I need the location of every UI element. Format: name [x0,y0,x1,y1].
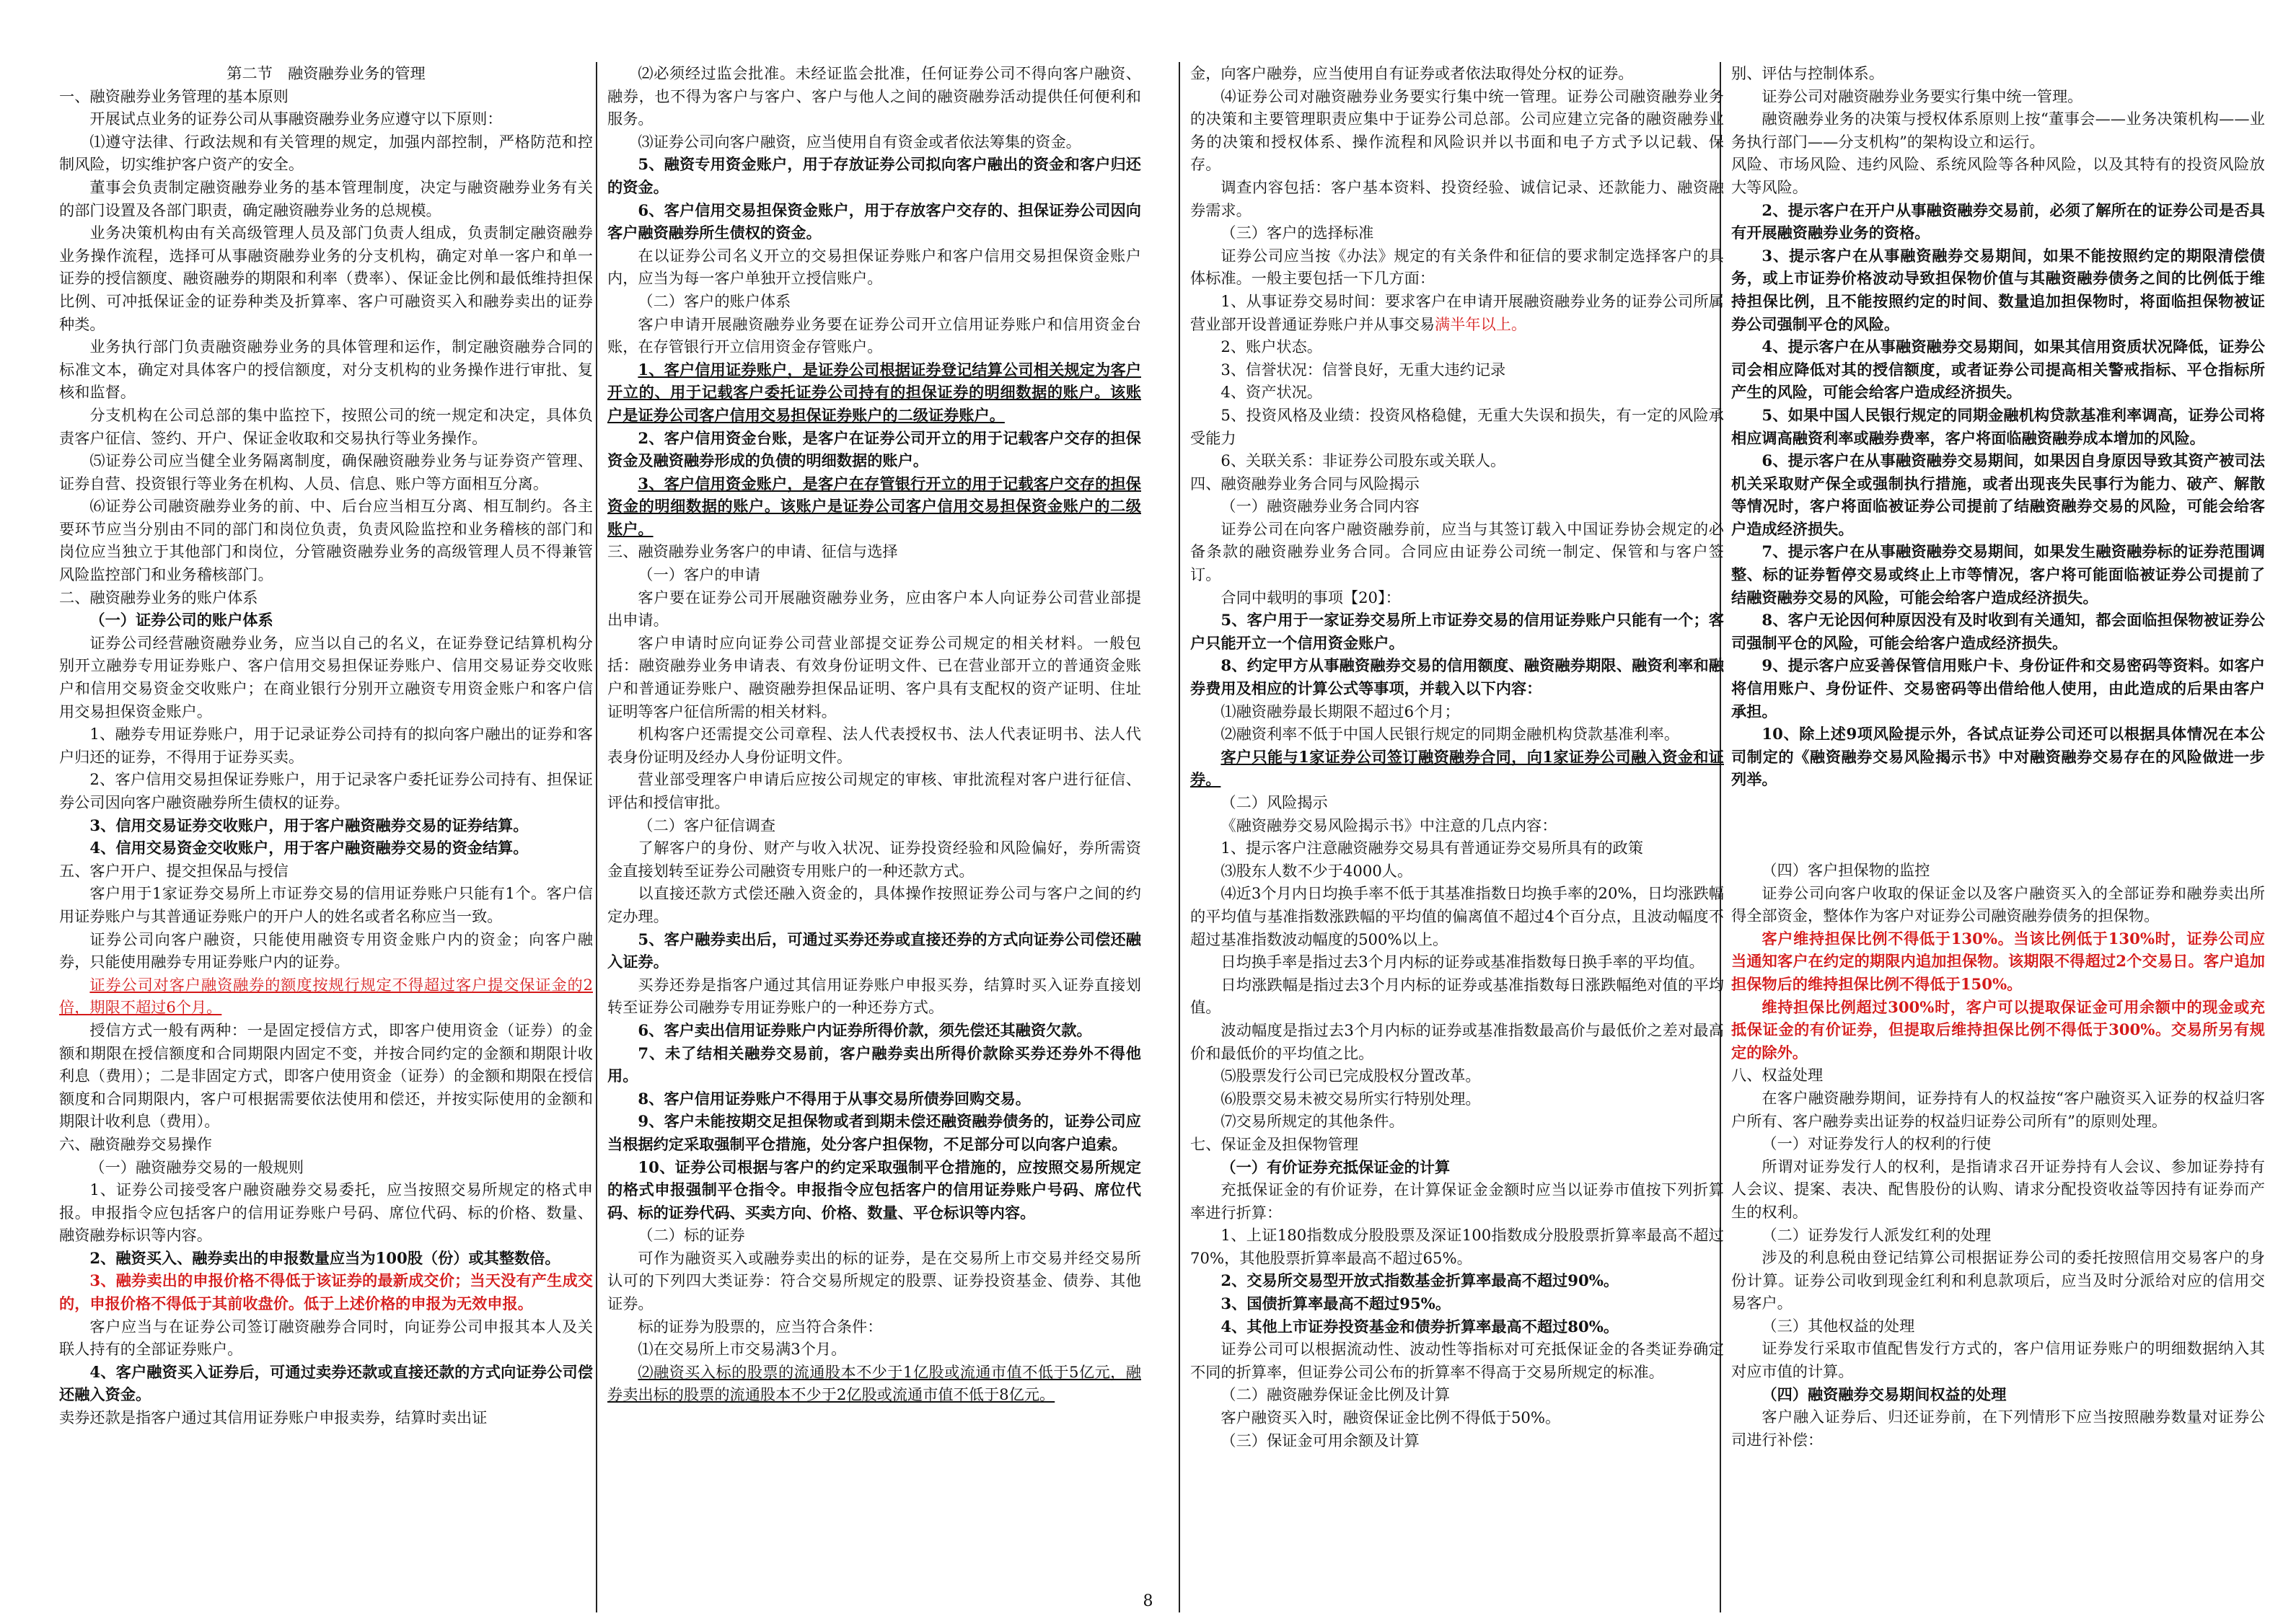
paragraph: （三）保证金可用余额及计算 [1220,1431,1420,1449]
paragraph: 10、除上述9项风险提示外，各试点证券公司还可以根据具体情况在本公司制定的《融资融券交易风险揭示书》中对融资融券交易存在的风险做进一步列举。 [1731,725,2265,789]
paragraph: 客户融入证券后、归还证券前，在下列情形下应当按照融券数量对证券公司进行补偿： [1731,1408,2265,1449]
paragraph: ⑵必须经过监会批准。未经证监会批准，任何证券公司不得向客户融资、融券，也不得为客户与客户、客户与他人之间的融资融券活动提供任何便利和服务。 [607,64,1141,128]
text-column-4 [1731,62,2265,1451]
paragraph: 10、证券公司根据与客户的约定采取强制平仓措施的，应按照交易所规定的格式申报强制平仓指令。申报指令应包括客户的信用证券账户号码、席位代码、标的证券代码、买卖方向、价格、数量、平仓标识等内容。 [607,1157,1141,1222]
paragraph: 3、信誉状况：信誉良好，无重大违约记录 [1220,360,1506,379]
paragraph: ⑶股东人数不少于4000人。 [1220,861,1413,880]
paragraph: 2、交易所交易型开放式指数基金折算率最高不超过90%。 [1220,1271,1619,1290]
paragraph [1731,791,2265,859]
paragraph: 2、客户信用资金台账，是客户在证券公司开立的用于记载客户交存的担保资金及融资融券形成的负债的明细数据的账户。 [607,428,1141,470]
paragraph: 客户维持担保比例不得低于130%。当该比例低于130%时，证券公司应当通知客户在约定的期限内追加担保物。该期限不得超过2个交易日。客户追加担保物后的维持担保比例不得低于150%。 [1731,929,2265,993]
paragraph: 涉及的利息税由登记结算公司根据证券公司的委托按照信用交易客户的身份计算。证券公司收到现金红利和利息款项后，应当及时分派给对应的信用交易客户。 [1731,1248,2265,1312]
paragraph: ⑴遵守法律、行政法规和有关管理的规定，加强内部控制，严格防范和控制风险，切实维护客户资产的安全。 [59,132,593,174]
paragraph: （一）证券公司的账户体系 [89,611,273,630]
paragraph: 3、客户信用资金账户，是客户在存管银行开立的用于记载客户交存的担保资金的明细数据的账户。该账户是证券公司客户信用交易担保资金账户的二级账户。 [607,474,1141,538]
paragraph: 6、客户卖出信用证券账户内证券所得价款，须先偿还其融资欠款。 [638,1020,1092,1039]
paragraph: 四、融资融券业务合同与风险揭示 [1190,474,1420,493]
paragraph: ⑵融资买入标的股票的流通股本不少于1亿股或流通市值不低于5亿元，融券卖出标的股票的流通股本不少于2亿股或流通市值不低于8亿元。 [607,1362,1141,1404]
paragraph: 1、证券公司接受客户融资融券交易委托，应当按照交易所规定的格式申报。申报指令应包括客户的信用证券账户号码、席位代码、标的价格、数量、融资融券标识等内容。 [59,1181,593,1245]
paragraph: 风险、市场风险、违约风险、系统风险等各种风险，以及其特有的投资风险放大等风险。 [1731,155,2265,196]
paragraph: 业务决策机构由有关高级管理人员及部门负责人组成，负责制定融资融券业务操作流程，选择可从事融资融券业务的分支机构，确定对单一客户和单一证券的授信额度、融资融券的期限和利率（费率）、保证金比例和最低维持担保比例、可冲抵保证金的证券种类及折算率、客户可融资买入和融券卖出的证券种类。 [59,224,593,333]
paragraph: 机构客户还需提交公司章程、法人代表授权书、法人代表证明书、法人代表身份证明及经办人身份证明文件。 [607,725,1141,766]
paragraph: （二）风险揭示 [1220,793,1328,811]
paragraph: 可作为融资买入或融券卖出的标的证券，是在交易所上市交易并经交易所认可的下列四大类证券：符合交易所规定的股票、证券投资基金、债券、其他证券。 [607,1248,1141,1313]
paragraph: 客户融资买入时，融资保证金比例不得低于50%。 [1220,1408,1561,1427]
paragraph: （一）对证券发行人的权利的行使 [1761,1134,1992,1153]
paragraph: 金，向客户融券，应当使用自有证券或者依法取得处分权的证券。 [1190,64,1634,82]
paragraph: （三）其他权益的处理 [1761,1316,1915,1335]
paragraph: ⑵融资利率不低于中国人民银行规定的同期金融机构贷款基准利率。 [1220,725,1680,743]
paragraph: 3、信用交易证券交收账户，用于客户融资融券交易的证券结算。 [89,816,529,834]
paragraph: 六、融资融券交易操作 [59,1134,212,1153]
paragraph: 4、提示客户在从事融资融券交易期间，如果其信用资质状况降低，证券公司会相应降低对其的授信额度，或者证券公司提高相关警戒指标、平仓指标所产生的风险，可能会给客户造成经济损失。 [1731,337,2265,402]
paragraph: 三、融资融券业务客户的申请、征信与选择 [607,542,898,561]
paragraph: 客户申请开展融资融券业务要在证券公司开立信用证券账户和信用资金台账，在存管银行开立信用资金存管账户。 [607,314,1141,356]
paragraph: 以直接还款方式偿还融入资金的，具体操作按照证券公司与客户之间的约定办理。 [607,884,1141,925]
paragraph: 5、投资风格及业绩：投资风格稳健，无重大失误和损失，有一定的风险承受能力 [1190,405,1724,447]
paragraph: 买券还券是指客户通过其信用证券账户申报买券，结算时买入证券直接划转至证券公司融券专用证券账户的一种还券方式。 [607,975,1141,1017]
paragraph: 合同中载明的事项【20】： [1220,588,1401,606]
paragraph: 了解客户的身份、财产与收入状况、证券投资经验和风险偏好，券所需资金直接划转至证券公司融资专用账户的一种还款方式。 [607,839,1141,880]
paragraph: ⑺交易所规定的其他条件。 [1220,1112,1404,1131]
text-column-1 [59,62,593,1429]
paragraph: （一）有价证券充抵保证金的计算 [1220,1157,1451,1176]
paragraph: 5、融资专用资金账户，用于存放证券公司拟向客户融出的资金和客户归还的资金。 [607,155,1141,196]
paragraph: 开展试点业务的证券公司从事融资融券业务应遵守以下原则： [89,110,503,128]
paragraph: 七、保证金及担保物管理 [1190,1134,1359,1153]
paragraph: 证券公司经营融资融券业务，应当以自己的名义，在证券登记结算机构分别开立融券专用证券账户、客户信用交易担保证券账户、信用交易证券交收账户和信用交易资金交收账户；在商业银行分别开立融资专用资金账户和客户信用交易担保资金账户。 [59,633,593,720]
paragraph: 1、客户信用证券账户，是证券公司根据证券登记结算公司相关规定为客户开立的、用于记载客户委托证券公司持有的担保证券的明细数据的账户。该账户是证券公司客户信用交易担保证券账户的二级证券账户。 [607,360,1141,424]
paragraph: 客户用于1家证券交易所上市证券交易的信用证券账户只能有1个。客户信用证券账户与其普通证券账户的开户人的姓名或者名称应当一致。 [59,884,593,925]
paragraph: 别、评估与控制体系。 [1731,64,1884,82]
paragraph: 标的证券为股票的，应当符合条件： [638,1317,883,1336]
paragraph: 1、从事证券交易时间：要求客户在申请开展融资融券业务的证券公司所属营业部开设普通证券账户并从事交易满半年以上。 [1190,291,1724,333]
paragraph: ⑶证券公司向客户融资，应当使用自有资金或者依法筹集的资金。 [638,132,1081,151]
paragraph: 7、提示客户在从事融资融券交易期间，如果发生融资融券标的证券范围调整、标的证券暂停交易或终止上市等情况，客户将可能面临被证券公司提前了结融资融券交易的风险，可能会给客户造成经济损失。 [1731,542,2265,606]
paragraph: 所谓对证券发行人的权利，是指请求召开证券持有人会议、参加证券持有人会议、提案、表决、配售股份的认购、请求分配投资收益等因持有证券而产生的权利。 [1731,1157,2265,1221]
paragraph: 日均涨跌幅是指过去3个月内标的证券或基准指数每日涨跌幅绝对值的平均值。 [1190,975,1724,1017]
paragraph: 3、国债折算率最高不超过95%。 [1220,1294,1451,1313]
paragraph: 1、上证180指数成分股股票及深证100指数成分股股票折算率最高不超过70%，其他股票折算率最高不超过65%。 [1190,1226,1724,1267]
paragraph: 8、约定甲方从事融资融券交易的信用额度、融资融券期限、融资利率和融券费用及相应的计算公式等事项，并载入以下内容： [1190,656,1724,698]
paragraph: （一）融资融券交易的一般规则 [89,1157,304,1176]
highlight-text: 满半年以上。 [1435,314,1527,333]
paragraph: 证券公司对客户融资融券的额度按规行规定不得超过客户提交保证金的2倍，期限不超过6个月。 [59,975,593,1017]
paragraph: ⑸股票发行公司已完成股权分置改革。 [1220,1067,1481,1085]
paragraph: 证券公司在向客户融资融券前，应当与其签订载入中国证券协会规定的必备条款的融资融券业务合同。合同应由证券公司统一制定、保管和与客户签订。 [1190,519,1724,584]
paragraph: ⑹股票交易未被交易所实行特别处理。 [1220,1089,1481,1108]
paragraph: （二）客户的账户体系 [638,291,791,310]
paragraph: （一）客户的申请 [638,565,760,584]
paragraph: ⑴融资融券最长期限不超过6个月； [1220,702,1460,720]
paragraph: （二）证券发行人派发红利的处理 [1761,1225,1992,1244]
paragraph: （二）客户征信调查 [638,816,776,834]
paragraph: 营业部受理客户申请后应按公司规定的审核、审批流程对客户进行征信、评估和授信审批。 [607,770,1141,811]
paragraph: 日均换手率是指过去3个月内标的证券或基准指数每日换手率的平均值。 [1220,953,1705,971]
paragraph: ⑸证券公司应当健全业务隔离制度，确保融资融券业务与证券资产管理、证券自营、投资银行等业务在机构、人员、信息、账户等方面相互分离。 [59,451,593,493]
paragraph: 证券公司应当按《办法》规定的有关条件和征信的要求制定选择客户的具体标准。一般主要包括一下几方面： [1190,246,1724,288]
paragraph: 2、客户信用交易担保证券账户，用于记录客户委托证券公司持有、担保证券公司因向客户融资融券所生债权的证券。 [59,770,593,811]
paragraph: （一）融资融券业务合同内容 [1220,497,1420,516]
paragraph: 董事会负责制定融资融券业务的基本管理制度，决定与融资融券业务有关的部门设置及各部门职责，确定融资融券业务的总规模。 [59,177,593,219]
paragraph: 客户申请时应向证券公司营业部提交证券公司规定的相关材料。一般包括：融资融券业务申请表、有效身份证明文件、已在营业部开立的普通资金账户和普通证券账户、融资融券担保品证明、客户具有支配权的资产证明、住址证明等客户征信所需的相关材料。 [607,633,1141,720]
paragraph: 《融资融券交易风险揭示书》中注意的几点内容： [1220,816,1557,834]
paragraph: 6、客户信用交易担保资金账户，用于存放客户交存的、担保证券公司因向客户融资融券所生债权的资金。 [607,200,1141,242]
paragraph: 6、关联关系：非证券公司股东或关联人。 [1220,451,1506,470]
paragraph: 卖券还款是指客户通过其信用证券账户申报卖券，结算时卖出证 [59,1408,488,1427]
page-number: 8 [1143,1592,1153,1610]
paragraph: 在客户融资融券期间，证券持有人的权益按“客户融资买入证券的权益归客户所有、客户融券卖出证券的权益归证券公司所有”的原则处理。 [1731,1088,2265,1130]
paragraph: 波动幅度是指过去3个月内标的证券或基准指数最高价与最低价之差对最高价和最低价的平均值之比。 [1190,1020,1724,1062]
paragraph: 在以证券公司名义开立的交易担保证券账户和客户信用交易担保资金账户内，应当为每一客户单独开立授信账户。 [607,246,1141,288]
paragraph: ⑷近3个月内日均换手率不低于其基准指数日均换手率的20%，日均涨跌幅的平均值与基准指数涨跌幅的平均值的偏离值不超过4个百分点，且波动幅度不超过基准指数波动幅度的500%以上。 [1190,884,1724,948]
paragraph: 1、融券专用证券账户，用于记录证券公司持有的拟向客户融出的证券和客户归还的证券，不得用于证券买卖。 [59,725,593,766]
paragraph: 业务执行部门负责融资融券业务的具体管理和运作，制定融资融券合同的标准文本，确定对具体客户的授信额度，对分支机构的业务操作进行审批、复核和监督。 [59,337,593,402]
paragraph: 第二节 融资融券业务的管理 [226,64,426,82]
paragraph: 5、客户用于一家证券交易所上市证券交易的信用证券账户只能有一个；客户只能开立一个信用资金账户。 [1190,611,1724,652]
paragraph: 证券公司向客户融资，只能使用融资专用资金账户内的资金；向客户融券，只能使用融券专用证券账户内的证券。 [59,930,593,971]
paragraph: 分支机构在公司总部的集中监控下，按照公司的统一规定和决定，具体负责客户征信、签约、开户、保证金收取和交易执行等业务操作。 [59,405,593,447]
paragraph: 8、客户信用证券账户不得用于从事交易所债券回购交易。 [638,1089,1031,1108]
paragraph: ⑷证券公司对融资融券业务要实行集中统一管理。证券公司融资融券业务的决策和主要管理职责应集中于证券公司总部。公司应建立完备的融资融券业务的决策和授权体系、操作流程和风险识并以书面和电子方式予以记载、保存。 [1190,87,1724,174]
paragraph: 五、客户开户、提交担保品与授信 [59,861,289,880]
paragraph: 2、提示客户在开户从事融资融券交易前，必须了解所在的证券公司是否具有开展融资融券业务的资格。 [1731,200,2265,242]
paragraph: （二）融资融券保证金比例及计算 [1220,1385,1451,1404]
paragraph: （三）客户的选择标准 [1220,224,1374,242]
paragraph: 客户只能与1家证券公司签订融资融券合同，向1家证券公司融入资金和证券。 [1190,747,1724,789]
paragraph: 2、融资买入、融券卖出的申报数量应当为100股（份）或其整数倍。 [89,1248,560,1267]
paragraph: 证券发行采取市值配售发行方式的，客户信用证券账户的明细数据纳入其对应市值的计算。 [1731,1339,2265,1381]
text-column-3 [1190,62,1724,1452]
paragraph: （二）标的证券 [638,1226,745,1245]
paragraph: 维持担保比例超过300%时，客户可以提取保证金可用余额中的现金或充抵保证金的有价证券，但提取后维持担保比例不得低于300%。交易所另有规定的除外。 [1731,997,2265,1062]
paragraph: 4、客户融资买入证券后，可通过卖券还款或直接还款的方式向证券公司偿还融入资金。 [59,1362,593,1404]
paragraph: 充抵保证金的有价证券，在计算保证金金额时应当以证券市值按下列折算率进行折算： [1190,1181,1724,1222]
paragraph: 9、客户未能按期交足担保物或者到期未偿还融资融券债务的，证券公司应当根据约定采取强制平仓措施，处分客户担保物，不足部分可以向客户追索。 [607,1112,1141,1153]
paragraph: 9、提示客户应妥善保管信用账户卡、身份证件和交易密码等资料。如客户将信用账户、身份证件、交易密码等出借给他人使用，由此造成的后果由客户承担。 [1731,656,2265,720]
paragraph: 3、融券卖出的申报价格不得低于该证券的最新成交价；当天没有产生成交的，申报价格不得低于其前收盘价。低于上述价格的申报为无效申报。 [59,1271,593,1313]
paragraph: 4、资产状况。 [1220,383,1322,402]
paragraph: 3、提示客户在从事融资融券交易期间，如果不能按照约定的期限清偿债务，或上市证券价格波动导致担保物价值与其融资融券债务之间的比例低于维持担保比例，且不能按照约定的时间、数量追加担保物时，将面临担保物被证券公司强制平仓的风险。 [1731,246,2265,333]
paragraph: 6、提示客户在从事融资融券交易期间，如果因自身原因导致其资产被司法机关采取财产保全或强制执行措施，或者出现丧失民事行为能力、破产、解散等情况时，客户将面临被证券公司提前了结融资融券交易的风险，可能会给客户造成经济损失。 [1731,451,2265,538]
column-divider [596,62,597,1612]
paragraph: 二、融资融券业务的账户体系 [59,588,258,606]
paragraph: 1、提示客户注意融资融券交易具有普通证券交易所具有的政策 [1220,839,1643,857]
paragraph: 4、其他上市证券投资基金和债券折算率最高不超过80%。 [1220,1317,1619,1336]
paragraph: （四）融资融券交易期间权益的处理 [1761,1385,2007,1403]
paragraph: 客户要在证券公司开展融资融券业务，应由客户本人向证券公司营业部提出申请。 [607,588,1141,630]
paragraph: 4、信用交易资金交收账户，用于客户融资融券交易的资金结算。 [89,839,529,857]
paragraph: 2、账户状态。 [1220,337,1322,356]
paragraph: ⑹证券公司融资融券业务的前、中、后台应当相互分离、相互制约。各主要环节应当分别由不同的部门和岗位负责，负责风险监控和业务稽核的部门和岗位应当独立于其他部门和岗位，分管融资融券业务的高级管理人员不得兼管风险监控部门和业务稽核部门。 [59,497,593,584]
paragraph: 客户应当与在证券公司签订融资融券合同时，向证券公司申报其本人及关联人持有的全部证券账户。 [59,1317,593,1359]
paragraph: 证券公司可以根据流动性、波动性等指标对可充抵保证金的各类证券确定不同的折算率，但证券公司公布的折算率不得高于交易所规定的标准。 [1190,1340,1724,1381]
paragraph: 调查内容包括：客户基本资料、投资经验、诚信记录、还款能力、融资融券需求。 [1190,177,1724,219]
paragraph: ⑴在交易所上市交易满3个月。 [638,1340,847,1359]
paragraph: 八、权益处理 [1731,1066,1824,1085]
paragraph: 5、如果中国人民银行规定的同期金融机构贷款基准利率调高，证券公司将相应调高融资利率或融券费率，客户将面临融资融券成本增加的风险。 [1731,405,2265,447]
paragraph: 融资融券业务的决策与授权体系原则上按“董事会——业务决策机构——业务执行部门——分支机构”的架构设立和运行。 [1731,110,2265,151]
paragraph: （四）客户担保物的监控 [1761,861,1930,879]
column-divider [1179,62,1180,1612]
paragraph: 授信方式一般有两种：一是固定授信方式，即客户使用资金（证券）的金额和期限在授信额度和合同期限内固定不变，并按合同约定的金额和期限计收利息（费用）；二是非固定方式，即客户使用资金（证券）的金额和期限在授信额度和合同期限内，客户可根据需要依法使用和偿还，并按实际使用的金额和期限计收利息（费用）。 [59,1020,593,1131]
paragraph: 证券公司向客户收取的保证金以及客户融资买入的全部证券和融券卖出所得全部资金，整体作为客户对证券公司融资融券债务的担保物。 [1731,883,2265,925]
paragraph: 7、未了结相关融券交易前，客户融券卖出所得价款除买券还券外不得他用。 [607,1043,1141,1085]
paragraph: 一、融资融券业务管理的基本原则 [59,87,289,105]
paragraph: 8、客户无论因何种原因没有及时收到有关通知，都会面临担保物被证券公司强制平仓的风险，可能会给客户造成经济损失。 [1731,611,2265,652]
paragraph: 5、客户融券卖出后，可通过买券还券或直接还券的方式向证券公司偿还融入证券。 [607,930,1141,971]
paragraph: 证券公司对融资融券业务要实行集中统一管理。 [1761,87,2083,105]
text-column-2 [607,62,1141,1406]
